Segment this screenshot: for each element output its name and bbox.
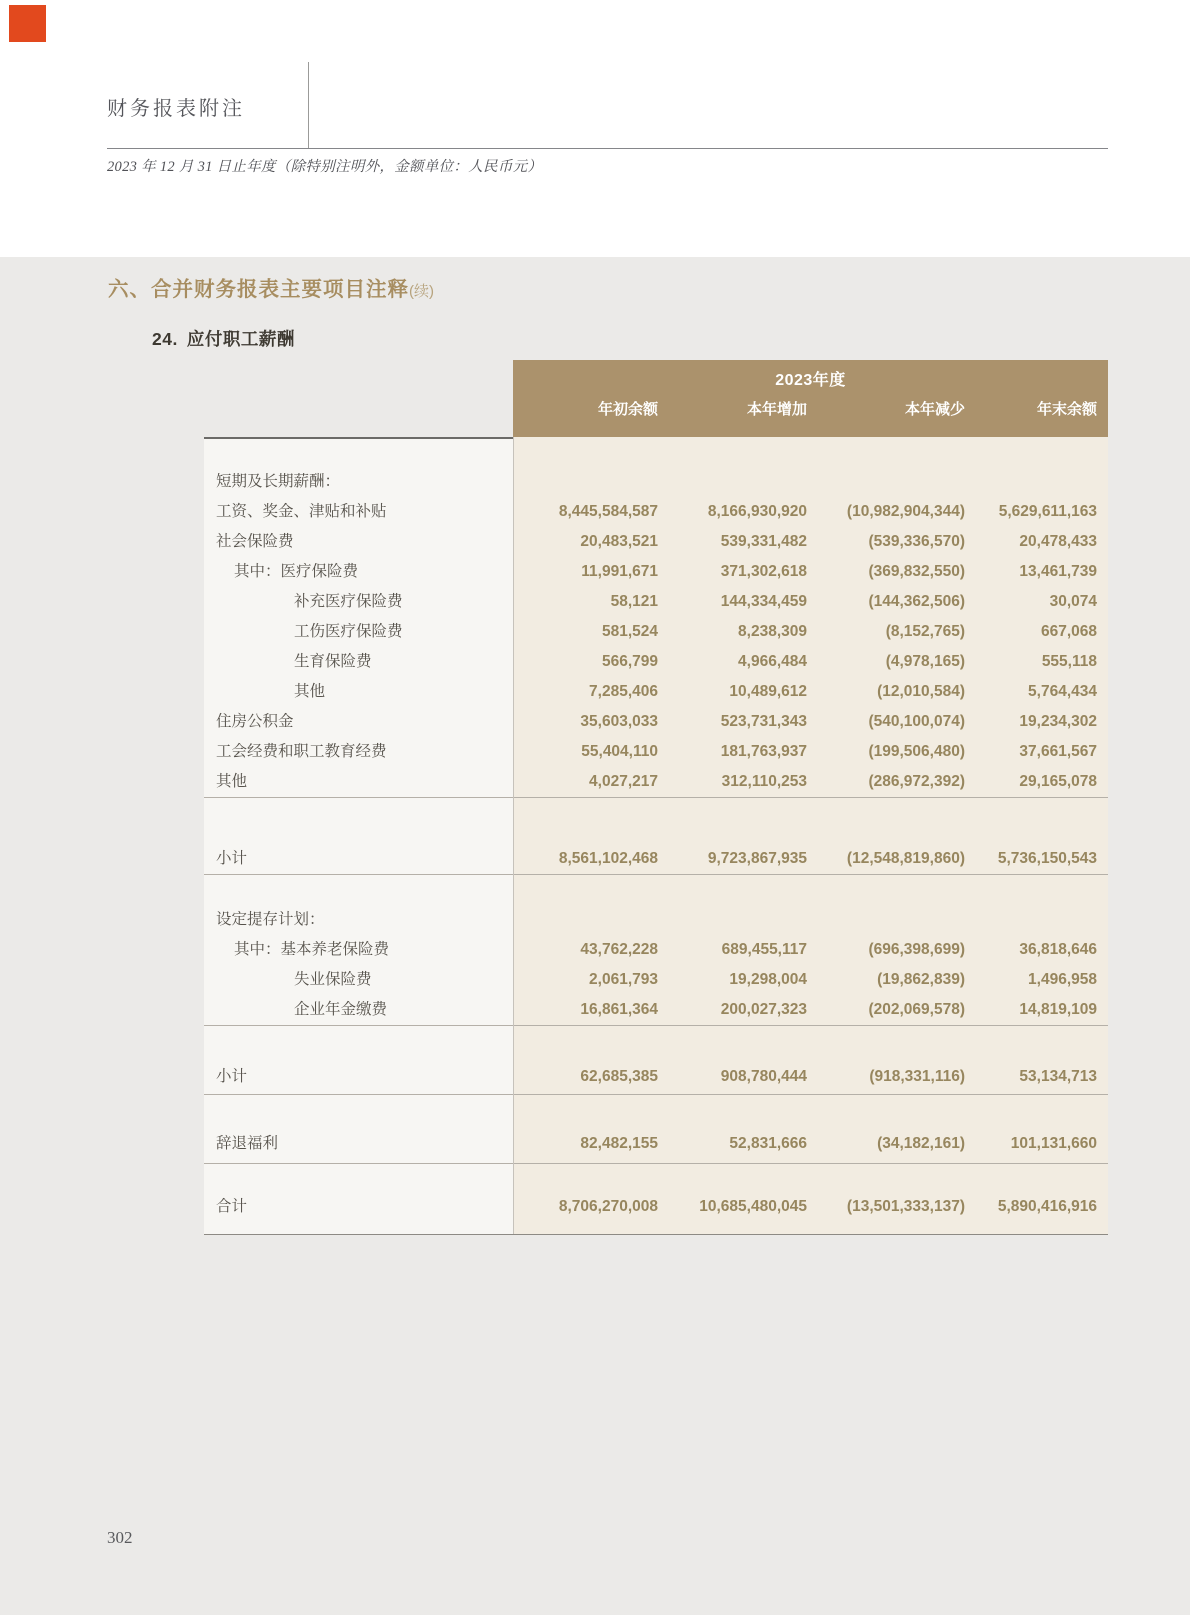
cell-value: 312,110,253 (721, 773, 807, 790)
cell-value: 5,629,611,163 (998, 503, 1097, 520)
cell-value: 13,461,739 (1019, 563, 1097, 580)
table-row (204, 677, 1108, 707)
row-label: 其他 (216, 773, 248, 790)
section-heading-suffix: (续) (409, 283, 434, 300)
cell-value: 8,445,584,587 (558, 503, 658, 520)
row-label: 其中：医疗保险费 (234, 563, 359, 580)
row-label: 工资、奖金、津贴和补贴 (216, 503, 387, 520)
row-label: 社会保险费 (216, 533, 294, 550)
table-row (204, 527, 1108, 557)
cell-value: 8,561,102,468 (558, 850, 658, 867)
row-label: 工会经费和职工教育经费 (216, 743, 387, 760)
page-header-band (0, 0, 1190, 257)
row-label: 工伤医疗保险费 (294, 623, 403, 640)
cell-value (658, 905, 807, 935)
row-label: 企业年金缴费 (294, 1001, 388, 1018)
cell-value: 29,165,078 (1019, 773, 1097, 790)
column-header-closing-balance: 年末余额 (1036, 401, 1097, 418)
cell-value: 5,764,434 (1028, 683, 1097, 700)
cell-value (965, 905, 1108, 935)
cell-value: 371,302,618 (720, 563, 807, 580)
table-section-defined-contribution (204, 874, 1108, 1025)
header-vertical-divider (308, 62, 309, 148)
cell-value: 667,068 (1040, 623, 1097, 640)
subtotal-row (204, 1062, 1108, 1092)
cell-value: (539,336,570) (868, 533, 965, 550)
cell-value: (12,548,819,860) (846, 850, 965, 867)
table-row (204, 995, 1108, 1025)
payroll-table (204, 360, 1108, 1235)
cell-value: (12,010,584) (877, 683, 965, 700)
cell-value: 4,027,217 (589, 773, 658, 790)
table-row (204, 965, 1108, 995)
page-corner-marker (9, 5, 46, 42)
cell-value (807, 467, 965, 497)
cell-value: 5,890,416,916 (997, 1198, 1097, 1215)
row-label: 辞退福利 (216, 1135, 279, 1152)
table-row (204, 707, 1108, 737)
row-label: 其中：基本养老保险费 (234, 941, 390, 958)
cell-value: 200,027,323 (720, 1001, 807, 1018)
cell-value: 4,966,484 (738, 653, 807, 670)
cell-value: 689,455,117 (721, 941, 807, 958)
row-label: 小计 (216, 850, 248, 867)
table-body (204, 437, 1108, 1235)
cell-value: (8,152,765) (885, 623, 965, 640)
table-row (204, 467, 1108, 497)
cell-value: (19,862,839) (877, 971, 965, 988)
cell-value: 581,524 (601, 623, 658, 640)
table-row (204, 557, 1108, 587)
cell-value: 908,780,444 (720, 1068, 807, 1085)
table-row (204, 767, 1108, 797)
table-row (204, 905, 1108, 935)
cell-value: 19,234,302 (1019, 713, 1097, 730)
row-label: 生育保险费 (294, 653, 372, 670)
table-row (204, 935, 1108, 965)
cell-value: 37,661,567 (1019, 743, 1097, 760)
cell-value (513, 905, 658, 935)
cell-value: 539,331,482 (720, 533, 807, 550)
cell-value (965, 467, 1108, 497)
cell-value: (202,069,578) (868, 1001, 965, 1018)
cell-value: 8,706,270,008 (558, 1198, 658, 1215)
subsection-number: 24. (152, 329, 178, 349)
cell-value: 2,061,793 (589, 971, 658, 988)
cell-value: (540,100,074) (868, 713, 965, 730)
cell-value: 10,489,612 (729, 683, 807, 700)
cell-value: 1,496,958 (1028, 971, 1097, 988)
cell-value: 43,762,228 (580, 941, 658, 958)
table-row (204, 737, 1108, 767)
cell-value: 566,799 (601, 653, 658, 670)
cell-value: 8,166,930,920 (707, 503, 807, 520)
cell-value: 82,482,155 (580, 1135, 658, 1152)
table-row (204, 587, 1108, 617)
subtotal-row (204, 844, 1108, 874)
cell-value: 14,819,109 (1019, 1001, 1097, 1018)
row-label: 住房公积金 (216, 713, 294, 730)
row-label: 其他 (294, 683, 326, 700)
doc-title: 财务报表附注 (107, 98, 245, 120)
cell-value: 30,074 (1049, 593, 1097, 610)
table-row (204, 497, 1108, 527)
cell-value: 10,685,480,045 (699, 1198, 807, 1215)
row-label: 失业保险费 (294, 971, 372, 988)
cell-value: 20,478,433 (1019, 533, 1097, 550)
table-section-subtotal-1 (204, 797, 1108, 874)
row-label: 小计 (216, 1068, 248, 1085)
cell-value: 52,831,666 (729, 1135, 807, 1152)
cell-value: 55,404,110 (581, 743, 658, 760)
cell-value: (4,978,165) (885, 653, 965, 670)
cell-value: (10,982,904,344) (846, 503, 965, 520)
cell-value: 7,285,406 (589, 683, 658, 700)
cell-value: (286,972,392) (868, 773, 965, 790)
cell-value: 53,134,713 (1019, 1068, 1097, 1085)
cell-value: (918,331,116) (869, 1068, 965, 1085)
cell-value: 58,121 (610, 593, 658, 610)
cell-value (513, 467, 658, 497)
total-row (204, 1192, 1108, 1222)
cell-value: (144,362,506) (868, 593, 965, 610)
row-label: 短期及长期薪酬： (216, 473, 341, 490)
row-label: 合计 (216, 1198, 248, 1215)
table-row (204, 617, 1108, 647)
cell-value: (369,832,550) (868, 563, 965, 580)
cell-value: 35,603,033 (580, 713, 658, 730)
table-column-headers (513, 394, 1108, 437)
table-section-salaries (204, 437, 1108, 797)
cell-value: 36,818,646 (1019, 941, 1097, 958)
table-section-total (204, 1163, 1108, 1234)
cell-value: (199,506,480) (868, 743, 965, 760)
cell-value: 181,763,937 (720, 743, 807, 760)
cell-value: 523,731,343 (720, 713, 807, 730)
table-row (204, 1129, 1108, 1159)
section-heading (108, 272, 434, 302)
cell-value (658, 467, 807, 497)
cell-value: (34,182,161) (877, 1135, 965, 1152)
cell-value: 144,334,459 (720, 593, 807, 610)
row-label: 补充医疗保险费 (294, 593, 403, 610)
cell-value: 5,736,150,543 (997, 850, 1097, 867)
table-section-termination-benefits (204, 1094, 1108, 1163)
subsection-title (152, 326, 295, 351)
cell-value: 11,991,671 (581, 563, 658, 580)
cell-value: 62,685,385 (580, 1068, 658, 1085)
cell-value: (696,398,699) (868, 941, 965, 958)
cell-value: 20,483,521 (580, 533, 658, 550)
doc-subtitle: 2023 年 12 月 31 日止年度（除特别注明外，金额单位：人民币元） (107, 159, 543, 175)
cell-value: 101,131,660 (1010, 1135, 1097, 1152)
page-number: 302 (107, 1528, 133, 1547)
column-header-additions: 本年增加 (746, 401, 807, 418)
table-year-header: 2023年度 (775, 372, 846, 389)
cell-value: (13,501,333,137) (846, 1198, 965, 1215)
column-header-opening-balance: 年初余额 (597, 401, 658, 418)
cell-value: 555,118 (1041, 653, 1097, 670)
cell-value: 8,238,309 (738, 623, 807, 640)
cell-value: 19,298,004 (729, 971, 807, 988)
cell-value: 9,723,867,935 (707, 850, 807, 867)
header-rule (107, 148, 1108, 149)
subsection-text: 应付职工薪酬 (186, 329, 295, 349)
cell-value: 16,861,364 (580, 1001, 658, 1018)
row-label: 设定提存计划： (216, 911, 325, 928)
section-heading-text: 六、合并财务报表主要项目注释 (108, 278, 409, 301)
table-section-subtotal-2 (204, 1025, 1108, 1094)
table-header (513, 360, 1108, 437)
table-row (204, 647, 1108, 677)
column-header-reductions: 本年减少 (904, 401, 965, 418)
cell-value (807, 905, 965, 935)
